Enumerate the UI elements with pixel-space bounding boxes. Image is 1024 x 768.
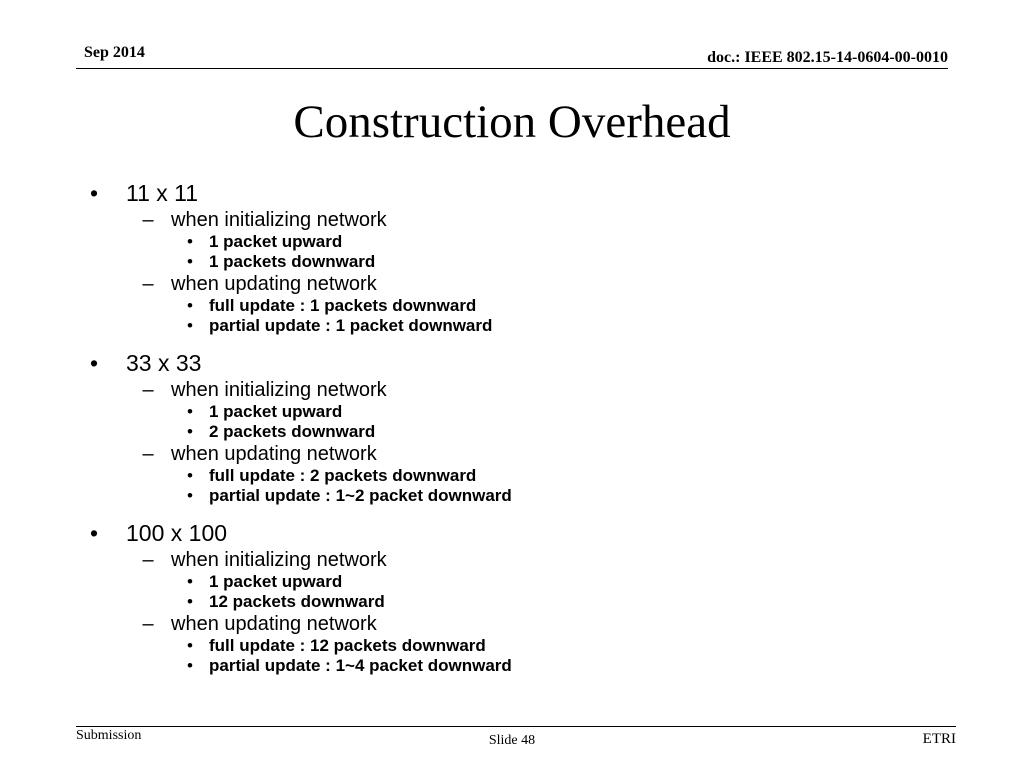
sub-bullet-item — [86, 612, 946, 636]
dash-icon: – — [142, 273, 154, 295]
bullet-dot-icon: • — [187, 486, 193, 505]
bullet-dot-icon: • — [187, 316, 193, 335]
bullet-dot-icon: • — [89, 520, 99, 546]
slide-title: Construction Overhead — [293, 96, 731, 148]
detail-item — [86, 296, 946, 316]
sub-bullet-label: when updating network — [171, 443, 377, 465]
bullet-dot-icon: • — [187, 592, 193, 611]
bullet-item — [86, 178, 946, 208]
detail-label: partial update : 1 packet downward — [209, 316, 493, 335]
detail-label: 1 packets downward — [209, 252, 376, 271]
detail-label: full update : 2 packets downward — [209, 466, 477, 485]
detail-label: 1 packet upward — [209, 232, 343, 251]
detail-item — [86, 572, 946, 592]
detail-item — [86, 656, 946, 676]
bullet-dot-icon: • — [89, 350, 99, 376]
detail-label: partial update : 1~2 packet downward — [209, 486, 512, 505]
bullet-item — [86, 518, 946, 548]
header-divider — [76, 68, 948, 69]
detail-item — [86, 592, 946, 612]
footer-slide-number: Slide 48 — [488, 733, 536, 748]
bullet-dot-icon: • — [187, 572, 193, 591]
sub-bullet-label: when initializing network — [171, 379, 387, 401]
detail-item — [86, 466, 946, 486]
bullet-dot-icon: • — [89, 180, 99, 206]
bullet-item — [86, 348, 946, 378]
bullet-dot-icon: • — [187, 252, 193, 271]
bullet-group — [86, 348, 946, 506]
sub-bullet-item — [86, 272, 946, 296]
sub-bullet-item — [86, 378, 946, 402]
bullet-group — [86, 178, 946, 336]
bullet-label: 11 x 11 — [126, 180, 199, 206]
dash-icon: – — [142, 443, 154, 465]
sub-bullet-item — [86, 442, 946, 466]
dash-icon: – — [142, 613, 154, 635]
detail-label: full update : 12 packets downward — [209, 636, 486, 655]
bullet-label: 100 x 100 — [126, 520, 228, 546]
header-date: Sep 2014 — [84, 44, 145, 61]
detail-item — [86, 422, 946, 442]
bullet-dot-icon: • — [187, 636, 193, 655]
dash-icon: – — [142, 209, 154, 231]
bullet-group — [86, 518, 946, 676]
bullet-dot-icon: • — [187, 402, 193, 421]
bullet-label: 33 x 33 — [126, 350, 202, 376]
detail-label: 1 packet upward — [209, 572, 343, 591]
footer-organization: ETRI — [922, 731, 956, 747]
sub-bullet-label: when updating network — [171, 273, 377, 295]
sub-bullet-label: when initializing network — [171, 209, 387, 231]
sub-bullet-label: when initializing network — [171, 549, 387, 571]
slide-content — [86, 178, 946, 676]
header-doc-id: doc.: IEEE 802.15-14-0604-00-0010 — [707, 49, 948, 66]
detail-item — [86, 486, 946, 506]
bullet-dot-icon: • — [187, 422, 193, 441]
bullet-dot-icon: • — [187, 296, 193, 315]
sub-bullet-label: when updating network — [171, 613, 377, 635]
detail-label: 12 packets downward — [209, 592, 385, 611]
sub-bullet-item — [86, 548, 946, 572]
dash-icon: – — [142, 549, 154, 571]
detail-label: 2 packets downward — [209, 422, 376, 441]
dash-icon: – — [142, 379, 154, 401]
detail-item — [86, 316, 946, 336]
sub-bullet-item — [86, 208, 946, 232]
detail-item — [86, 232, 946, 252]
footer-divider — [76, 726, 956, 727]
bullet-dot-icon: • — [187, 656, 193, 675]
detail-label: full update : 1 packets downward — [209, 296, 477, 315]
bullet-dot-icon: • — [187, 232, 193, 251]
detail-item — [86, 636, 946, 656]
footer-submission: Submission — [76, 728, 142, 743]
detail-label: partial update : 1~4 packet downward — [209, 656, 512, 675]
detail-item — [86, 252, 946, 272]
detail-label: 1 packet upward — [209, 402, 343, 421]
detail-item — [86, 402, 946, 422]
bullet-dot-icon: • — [187, 466, 193, 485]
